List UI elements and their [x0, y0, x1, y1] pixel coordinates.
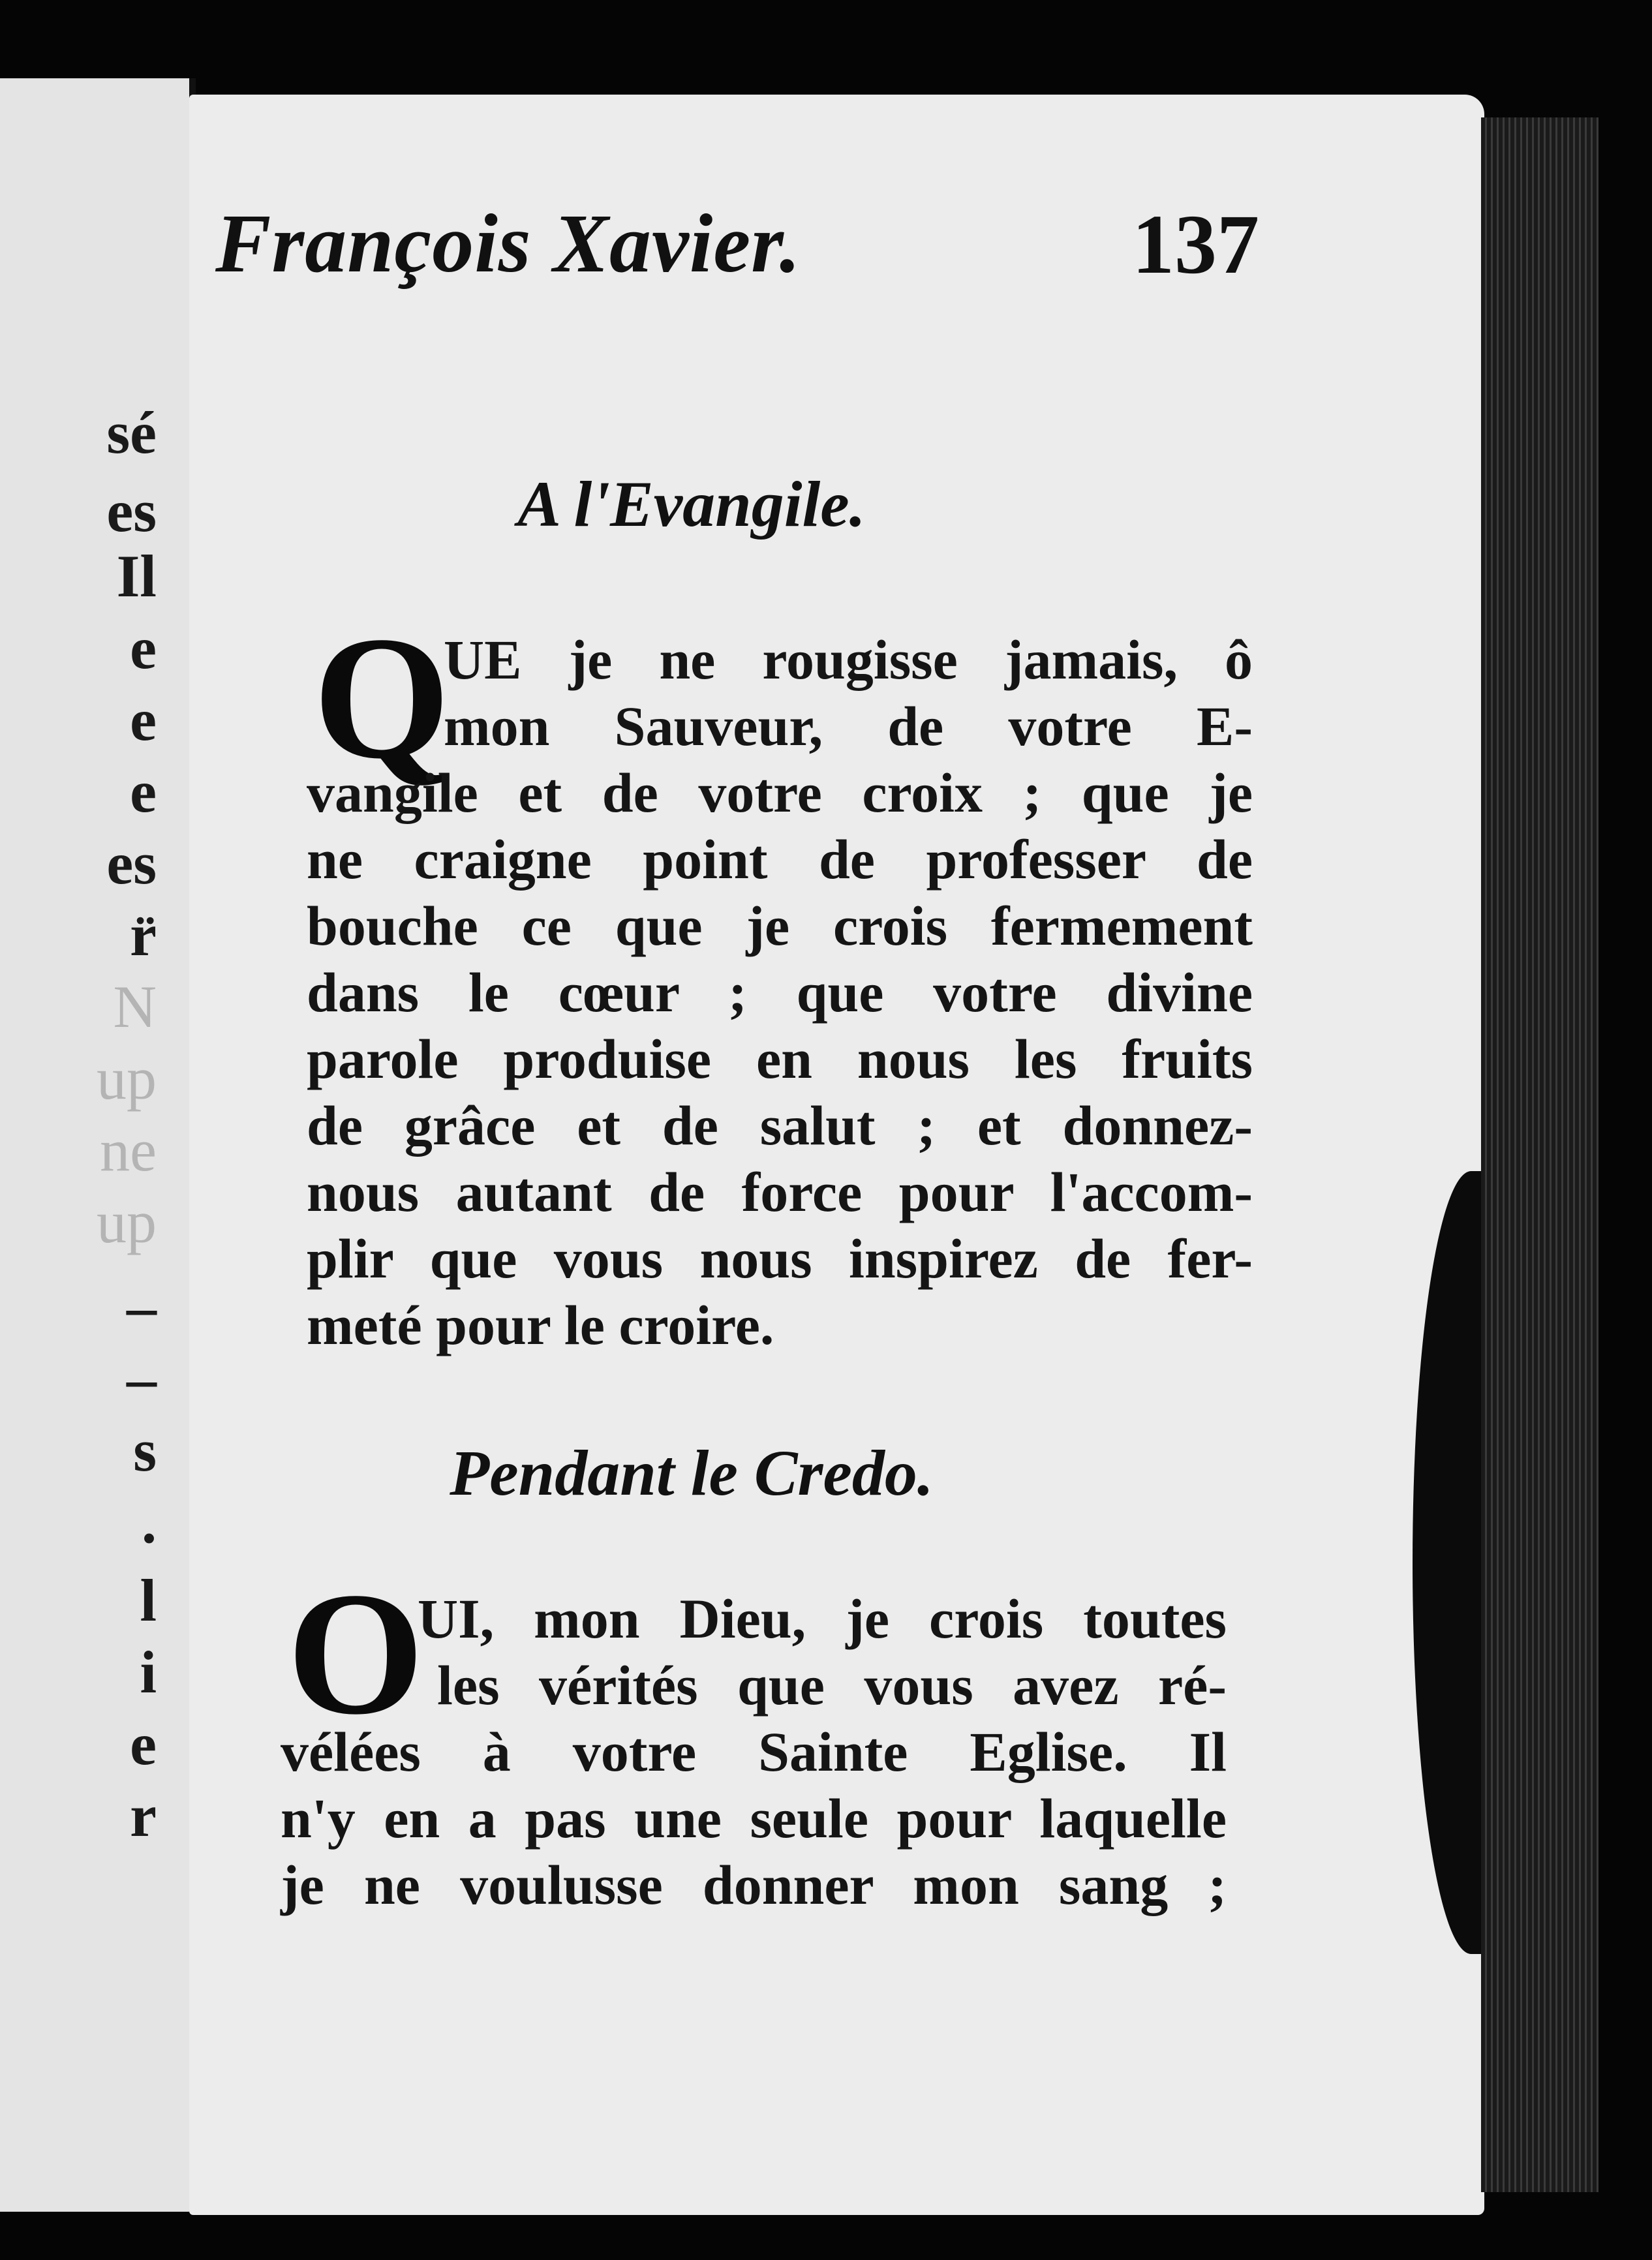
previous-page-text-fragment: –: [127, 1345, 157, 1412]
text-line: parole produise en nous les fruits: [307, 1028, 1253, 1090]
previous-page-text-fragment: s: [133, 1417, 157, 1484]
previous-page-text-fragment: es: [106, 830, 157, 896]
text-line: meté pour le croire.: [307, 1294, 774, 1356]
text-line: vangile et de votre croix ; que je: [307, 761, 1253, 824]
text-line: n'y en a pas une seule pour laquelle: [281, 1787, 1227, 1850]
paragraph: [281, 1585, 1227, 1918]
paragraph: [307, 626, 1253, 1358]
previous-page-text-fragment: ne: [100, 1117, 157, 1183]
text-line: je ne voulusse donner mon sang ;: [281, 1854, 1227, 1916]
text-line: nous autant de force pour l'accom-: [307, 1161, 1253, 1223]
text-line: de grâce et de salut ; et donnez-: [307, 1094, 1253, 1157]
previous-page-text-fragment: es: [106, 478, 157, 544]
text-line: UI, mon Dieu, je crois toutes: [418, 1587, 1227, 1650]
section-heading: Pendant le Credo.: [450, 1437, 934, 1509]
text-line: mon Sauveur, de votre E-: [444, 695, 1253, 757]
previous-page-text-fragment: e: [130, 615, 157, 681]
drop-cap: Q: [313, 600, 451, 795]
previous-page-text-fragment: up: [97, 1189, 157, 1255]
section-heading: A l'Evangile.: [517, 468, 866, 540]
running-head-title: François Xavier.: [215, 197, 801, 290]
previous-page-text-fragment: l: [140, 1567, 157, 1634]
drop-cap: O: [287, 1556, 425, 1751]
previous-page-text-fragment: Il: [116, 543, 157, 609]
previous-page-text-fragment: r: [130, 1782, 157, 1849]
previous-page-text-fragment: .: [142, 1489, 157, 1555]
previous-page-text-fragment: N: [113, 973, 157, 1040]
text-line: bouche ce que je crois fermement: [307, 894, 1253, 957]
previous-page-text-fragment: e: [130, 686, 157, 753]
previous-page-text-fragment: up: [97, 1045, 157, 1112]
page-number: 137: [1132, 198, 1259, 292]
text-line: vélées à votre Sainte Eglise. Il: [281, 1720, 1227, 1783]
text-line: dans le cœur ; que votre divine: [307, 961, 1253, 1024]
previous-page-text-fragment: sé: [106, 399, 157, 466]
text-line: ne craigne point de professer de: [307, 828, 1253, 891]
previous-page-text-fragment: r̈: [130, 902, 157, 968]
book-fore-edge: [1481, 117, 1598, 2192]
text-line: UE je ne rougisse jamais, ô: [444, 628, 1253, 691]
previous-page-text-fragment: –: [127, 1274, 157, 1340]
text-line: plir que vous nous inspirez de fer-: [307, 1227, 1253, 1290]
previous-page: [0, 78, 196, 2212]
previous-page-text-fragment: e: [130, 758, 157, 825]
text-line: les vérités que vous avez ré-: [437, 1654, 1227, 1717]
previous-page-edge-text: [0, 78, 163, 2212]
running-head: [215, 196, 1259, 339]
previous-page-text-fragment: e: [130, 1711, 157, 1777]
previous-page-text-fragment: i: [140, 1639, 157, 1705]
